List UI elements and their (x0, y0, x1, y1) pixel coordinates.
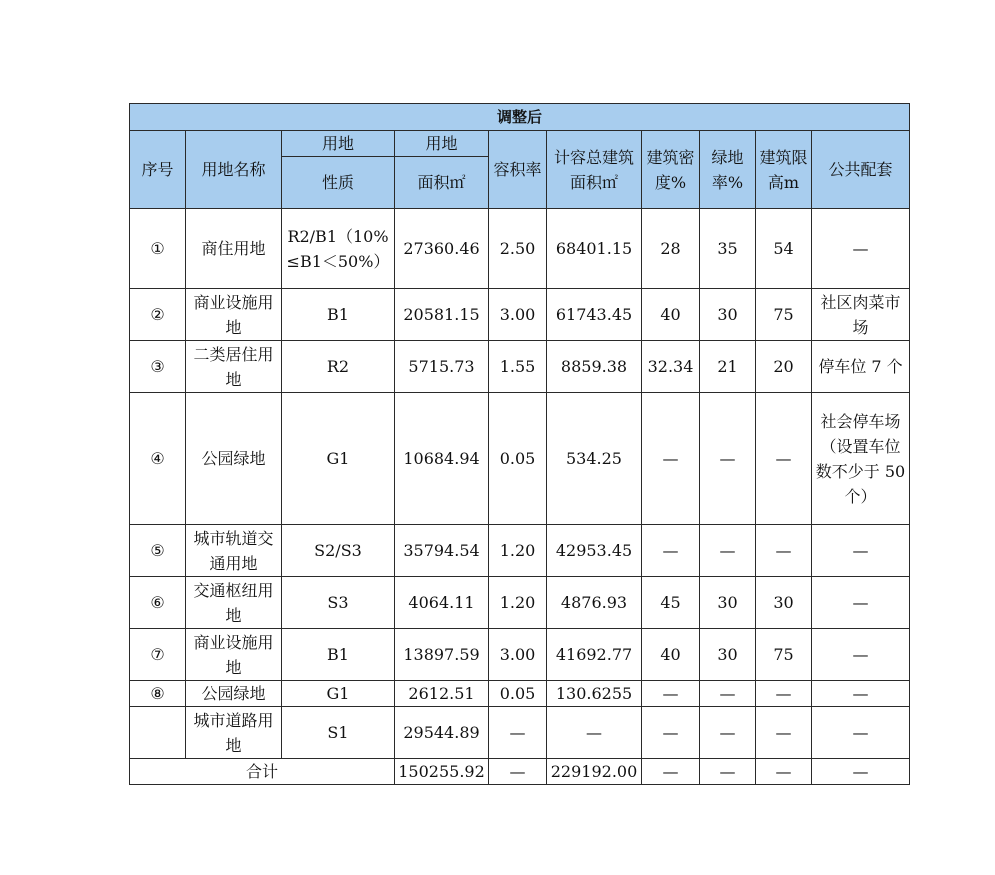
cell-green: 21 (700, 341, 756, 393)
cell-area: 5715.73 (395, 341, 489, 393)
cell-gfa: 130.6255 (547, 681, 642, 707)
cell-density: 45 (642, 577, 700, 629)
cell-height: 54 (756, 209, 812, 289)
cell-name: 商住用地 (186, 209, 282, 289)
cell-gfa: 8859.38 (547, 341, 642, 393)
table-row (130, 681, 910, 707)
cell-far: 1.55 (489, 341, 547, 393)
cell-public: 停车位 7 个 (812, 341, 910, 393)
cell-green: 30 (700, 289, 756, 341)
cell-public: — (812, 525, 910, 577)
header-area-top: 用地 (395, 131, 489, 157)
header-height: 建筑限高m (756, 131, 812, 209)
cell-height: — (756, 707, 812, 759)
table-row (130, 577, 910, 629)
total-public: — (812, 759, 910, 785)
cell-area: 13897.59 (395, 629, 489, 681)
cell-gfa: 41692.77 (547, 629, 642, 681)
cell-area: 27360.46 (395, 209, 489, 289)
cell-nature: S3 (282, 577, 395, 629)
cell-green: 30 (700, 577, 756, 629)
cell-green: 30 (700, 629, 756, 681)
cell-height: 20 (756, 341, 812, 393)
cell-public: 社会停车场（设置车位数不少于 50 个） (812, 393, 910, 525)
cell-far: 3.00 (489, 289, 547, 341)
cell-green: — (700, 525, 756, 577)
cell-area: 10684.94 (395, 393, 489, 525)
cell-far: 0.05 (489, 393, 547, 525)
header-public: 公共配套 (812, 131, 910, 209)
cell-seq: ⑦ (130, 629, 186, 681)
cell-density: — (642, 525, 700, 577)
cell-far: 0.05 (489, 681, 547, 707)
cell-seq: ⑥ (130, 577, 186, 629)
cell-green: 35 (700, 209, 756, 289)
table-body (130, 209, 910, 759)
header-density: 建筑密度% (642, 131, 700, 209)
cell-public: — (812, 209, 910, 289)
total-row (130, 759, 910, 785)
land-use-table (129, 103, 910, 785)
cell-density: 40 (642, 629, 700, 681)
table-row (130, 341, 910, 393)
table-row (130, 289, 910, 341)
cell-gfa: — (547, 707, 642, 759)
total-green: — (700, 759, 756, 785)
total-density: — (642, 759, 700, 785)
cell-nature: S2/S3 (282, 525, 395, 577)
cell-density: 40 (642, 289, 700, 341)
cell-gfa: 4876.93 (547, 577, 642, 629)
total-far: — (489, 759, 547, 785)
cell-far: 1.20 (489, 525, 547, 577)
cell-density: — (642, 681, 700, 707)
cell-public: — (812, 629, 910, 681)
cell-height: 75 (756, 289, 812, 341)
cell-seq (130, 707, 186, 759)
cell-seq: ④ (130, 393, 186, 525)
cell-nature: R2/B1（10%≤B1＜50%） (282, 209, 395, 289)
cell-public: — (812, 577, 910, 629)
cell-area: 4064.11 (395, 577, 489, 629)
cell-name: 二类居住用地 (186, 341, 282, 393)
cell-area: 20581.15 (395, 289, 489, 341)
cell-green: — (700, 707, 756, 759)
cell-seq: ⑧ (130, 681, 186, 707)
cell-gfa: 534.25 (547, 393, 642, 525)
cell-far: 1.20 (489, 577, 547, 629)
cell-density: — (642, 707, 700, 759)
cell-gfa: 61743.45 (547, 289, 642, 341)
table-row (130, 209, 910, 289)
header-name: 用地名称 (186, 131, 282, 209)
header-green: 绿地率% (700, 131, 756, 209)
table-title: 调整后 (130, 104, 910, 131)
cell-density: 32.34 (642, 341, 700, 393)
total-area: 150255.92 (395, 759, 489, 785)
cell-gfa: 68401.15 (547, 209, 642, 289)
cell-nature: S1 (282, 707, 395, 759)
total-height: — (756, 759, 812, 785)
cell-nature: B1 (282, 289, 395, 341)
cell-public: — (812, 681, 910, 707)
cell-gfa: 42953.45 (547, 525, 642, 577)
table-row (130, 393, 910, 525)
cell-far: — (489, 707, 547, 759)
header-nature-bottom: 性质 (282, 157, 395, 209)
cell-seq: ③ (130, 341, 186, 393)
header-area-bottom: 面积㎡ (395, 157, 489, 209)
cell-nature: G1 (282, 393, 395, 525)
total-label: 合计 (130, 759, 395, 785)
cell-green: — (700, 681, 756, 707)
cell-seq: ① (130, 209, 186, 289)
cell-area: 2612.51 (395, 681, 489, 707)
cell-public: — (812, 707, 910, 759)
cell-seq: ② (130, 289, 186, 341)
cell-nature: R2 (282, 341, 395, 393)
cell-height: — (756, 525, 812, 577)
cell-area: 35794.54 (395, 525, 489, 577)
table-row (130, 629, 910, 681)
header-nature-top: 用地 (282, 131, 395, 157)
cell-density: 28 (642, 209, 700, 289)
total-gfa: 229192.00 (547, 759, 642, 785)
cell-name: 商业设施用地 (186, 289, 282, 341)
cell-name: 城市道路用地 (186, 707, 282, 759)
cell-name: 交通枢纽用地 (186, 577, 282, 629)
cell-green: — (700, 393, 756, 525)
header-gfa: 计容总建筑面积㎡ (547, 131, 642, 209)
cell-nature: B1 (282, 629, 395, 681)
table-row (130, 525, 910, 577)
cell-height: 75 (756, 629, 812, 681)
cell-density: — (642, 393, 700, 525)
cell-name: 商业设施用地 (186, 629, 282, 681)
cell-far: 2.50 (489, 209, 547, 289)
header-far: 容积率 (489, 131, 547, 209)
cell-height: — (756, 393, 812, 525)
cell-far: 3.00 (489, 629, 547, 681)
table-row (130, 707, 910, 759)
cell-name: 城市轨道交通用地 (186, 525, 282, 577)
cell-area: 29544.89 (395, 707, 489, 759)
cell-nature: G1 (282, 681, 395, 707)
header-seq: 序号 (130, 131, 186, 209)
cell-height: 30 (756, 577, 812, 629)
cell-height: — (756, 681, 812, 707)
cell-name: 公园绿地 (186, 681, 282, 707)
cell-name: 公园绿地 (186, 393, 282, 525)
cell-seq: ⑤ (130, 525, 186, 577)
cell-public: 社区肉菜市场 (812, 289, 910, 341)
